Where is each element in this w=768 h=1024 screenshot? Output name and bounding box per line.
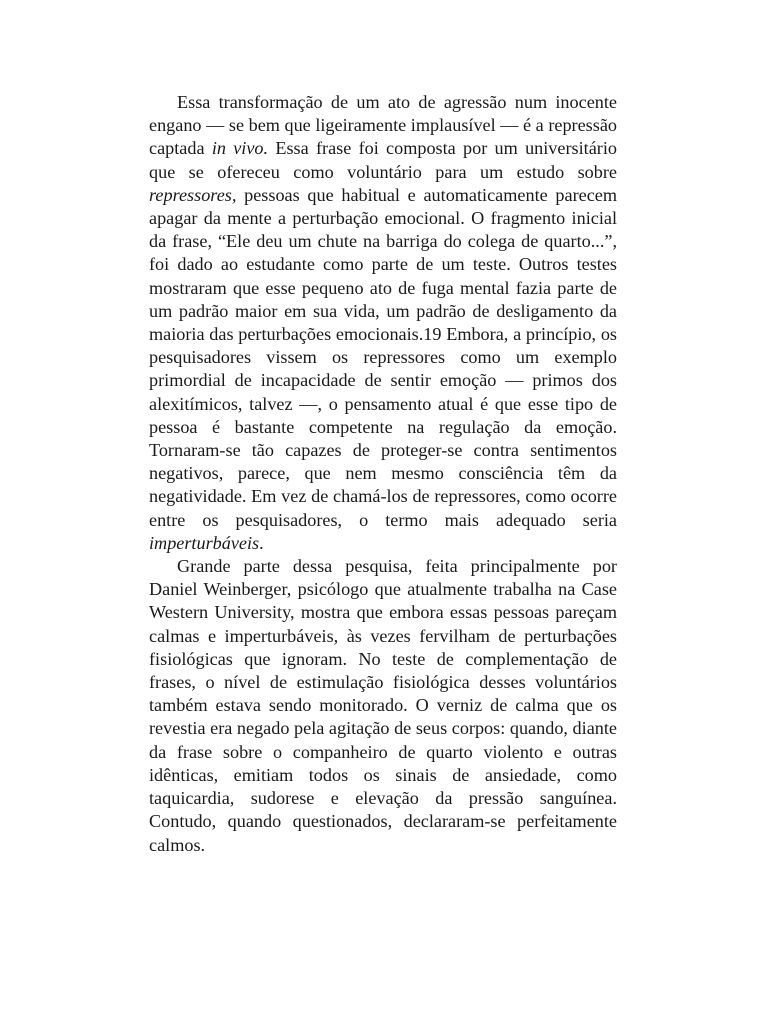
body-text: [149, 91, 617, 857]
paragraph-1-segment: Essa transformação de um ato de agressão num inocente engano — se bem que ligeiramente implausível — é a repressão captada: [149, 92, 617, 159]
paragraph-2: [149, 555, 617, 857]
italic-term-imperturbaveis: imperturbáveis: [149, 532, 260, 553]
paragraph-1-segment: .: [259, 532, 264, 553]
paragraph-1-segment: pessoas que habitual e automaticamente parecem apagar da mente a perturbação emocional. O fragmento inicial da frase, “Ele deu um chute na barriga do colega de quarto...”, foi dado ao estudante como parte de um teste. Outros testes mostraram que esse pequeno ato de fuga mental fazia parte de um padrão maior em sua vida, um padrão de desligamento da maioria das perturbações emocionais.19 Embora, a princípio, os pesquisadores vissem os repressores como um exemplo primordial de incapacidade de sentir emoção — primos dos alexitímicos, talvez —, o pensamento atual é que esse tipo de pessoa é bastante competente na regulação da emoção. Tornaram-se tão capazes de proteger-se contra sentimentos negativos, parece, que nem mesmo consciência têm da negatividade. Em vez de chamá-los de repressores, como ocorre entre os pesquisadores, o termo mais adequado seria: [149, 184, 617, 530]
italic-term-repressores: repressores,: [149, 184, 237, 205]
paragraph-1: [149, 91, 617, 555]
paragraph-1-segment: Essa frase foi composta por um universitário que se ofereceu como voluntário para um estudo sobre: [149, 138, 617, 182]
italic-term-in-vivo: in vivo.: [211, 138, 269, 159]
paragraph-2-segment: Grande parte dessa pesquisa, feita principalmente por Daniel Weinberger, psicólogo que atualmente trabalha na Case Western University, mostra que embora essas pessoas pareçam calmas e imperturbáveis, às vezes fervilham de perturbações fisiológicas que ignoram. No teste de complementação de frases, o nível de estimulação fisiológica desses voluntários também estava sendo monitorado. O verniz de calma que os revestia era negado pela agitação de seus corpos: quando, diante da frase sobre o companheiro de quarto violento e outras idênticas, emitiam todos os sinais de ansiedade, como taquicardia, sudorese e elevação da pressão sanguínea. Contudo, quando questionados, declararam-se perfeitamente calmos.: [149, 556, 617, 855]
